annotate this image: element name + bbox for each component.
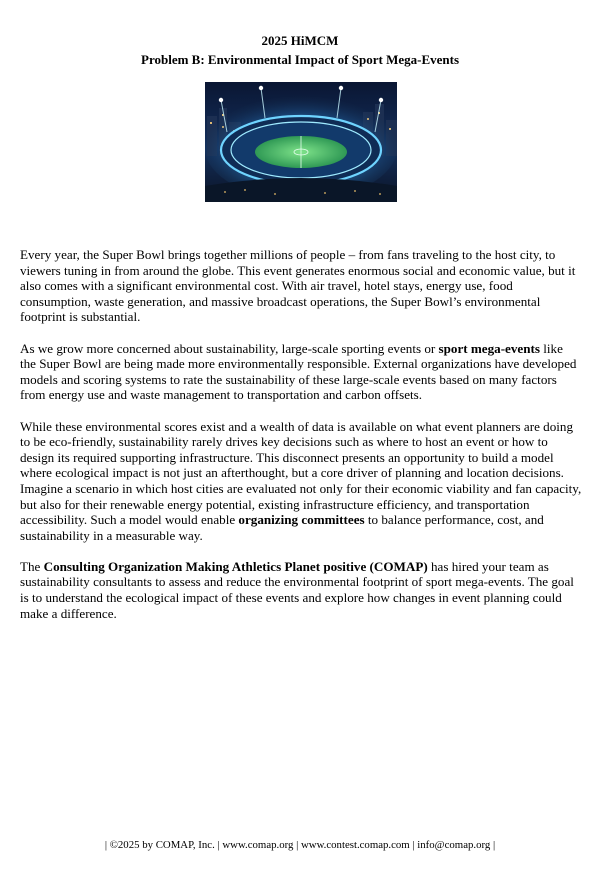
paragraph-4: The Consulting Organization Making Athletics Planet positive (COMAP) has hired your team as sustainability consultants to assess and reduce the environmental footprint of sport mega-events. The goal is to understand the ecological impact of these events and explore how changes in event planning could make a difference. [20, 558, 574, 621]
paragraph-1: Every year, the Super Bowl brings together millions of people – from fans traveling to the host city, to viewers tuning in from around the globe. This event generates enormous social and economic value, but it also comes with a significant environmental cost. With air travel, hotel stays, energy use, food consumption, waste generation, and massive broadcast operations, the Super Bowl’s environmental footprint is substantial. [20, 247, 576, 325]
emphasis-sport-mega-events: sport mega-events [438, 340, 540, 356]
page-footer: | ©2025 by COMAP, Inc. | www.comap.org | www.contest.comap.com | info@comap.org | [104, 839, 496, 851]
body-text [20, 247, 582, 637]
paragraph-3: While these environmental scores exist and a wealth of data is available on what event planners are doing to be eco-friendly, sustainability rarely drives key decisions such as where to host an event or how to design its required supporting infrastructure. This disconnect presents an opportunity to build a model where ecological impact is not just an afterthought, but a core driver of planning and location decisions. Imagine a scenario in which host cities are evaluated not only for their economic viability and fan capacity, but also for their renewable energy potential, existing infrastructure efficiency, and transportation accessibility. Such a model would enable organizing committees to balance performance, cost, and sustainability in a measurable way. [20, 418, 582, 543]
contest-title: 2025 HiMCM [261, 33, 339, 48]
paragraph-2: As we grow more concerned about sustainability, large-scale sporting events or sport mega-events like the Super Bowl are being made more environmentally responsible. External organizations have developed models and scoring systems to rate the sustainability of these large-scale events based on many factors from energy use and waste management to transportation and carbon offsets. [20, 340, 577, 403]
document-header [0, 31, 600, 69]
emphasis-organizing-committees: organizing committees [238, 512, 365, 528]
problem-title: Problem B: Environmental Impact of Sport Mega-Events [141, 52, 459, 67]
stadium-illustration-icon [205, 82, 397, 202]
emphasis-comap-name: Consulting Organization Making Athletics Planet positive (COMAP) [43, 558, 428, 574]
